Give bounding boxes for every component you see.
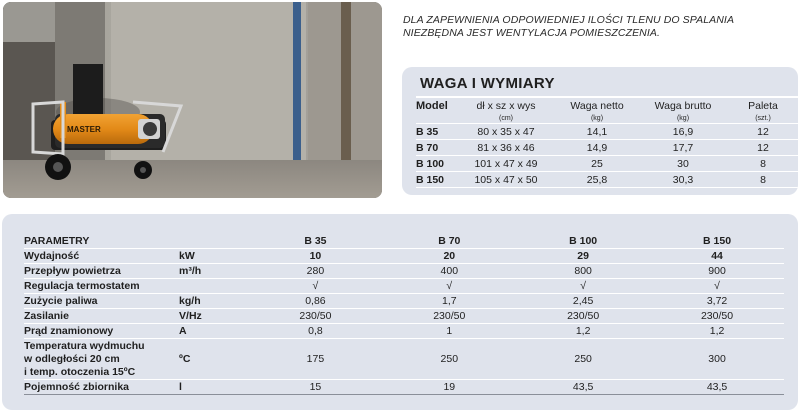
param-label: Wydajność xyxy=(24,249,179,264)
pallet-cell: 12 xyxy=(728,124,798,140)
param-unit: V/Hz xyxy=(179,309,248,324)
param-unit: l xyxy=(179,380,248,395)
gross-weight-cell: 16,9 xyxy=(638,124,728,140)
param-value: 230/50 xyxy=(650,309,784,324)
check-icon: √ xyxy=(516,279,650,294)
table-row xyxy=(24,264,784,279)
ventilation-note xyxy=(403,14,783,40)
note-line-2: NIEZBĘDNA JEST WENTYLACJA POMIESZCZENIA. xyxy=(403,27,661,39)
weights-header-model: Model xyxy=(416,100,448,112)
weights-dimensions-panel xyxy=(402,67,798,195)
weights-unit-net: (kg) xyxy=(556,113,638,124)
weights-header-pallet: Paleta xyxy=(748,100,778,112)
net-weight-cell: 14,9 xyxy=(556,140,638,156)
table-row xyxy=(24,249,784,264)
params-header-title: PARAMETRY xyxy=(24,234,179,249)
param-value: 0,8 xyxy=(249,324,383,339)
param-value: 230/50 xyxy=(516,309,650,324)
param-label: Pojemność zbiornika xyxy=(24,380,179,395)
param-value: 44 xyxy=(650,249,784,264)
model-cell: B 150 xyxy=(416,172,456,188)
params-header-b150: B 150 xyxy=(650,234,784,249)
check-icon: √ xyxy=(650,279,784,294)
table-row xyxy=(24,380,784,395)
param-value: 3,72 xyxy=(650,294,784,309)
param-label xyxy=(24,339,179,380)
weights-unit-pallet: (szt.) xyxy=(728,113,798,124)
weights-unit-gross: (kg) xyxy=(638,113,728,124)
weights-title: WAGA I WYMIARY xyxy=(420,75,555,92)
check-icon: √ xyxy=(249,279,383,294)
param-label: Prąd znamionowy xyxy=(24,324,179,339)
dims-cell: 81 x 36 x 46 xyxy=(456,140,556,156)
table-row xyxy=(24,279,784,294)
heater-brand-label: MASTER xyxy=(67,125,101,134)
weights-table xyxy=(416,97,798,188)
param-unit: ºC xyxy=(179,339,248,380)
param-unit: kg/h xyxy=(179,294,248,309)
param-label-line: i temp. otoczenia 15ºC xyxy=(24,365,136,378)
param-label: Zużycie paliwa xyxy=(24,294,179,309)
weights-header-dims: dł x sz x wys xyxy=(476,100,536,112)
table-row xyxy=(24,294,784,309)
table-row xyxy=(24,309,784,324)
param-value: 230/50 xyxy=(249,309,383,324)
heater-photo-illustration xyxy=(3,2,382,198)
param-value: 15 xyxy=(249,380,383,395)
net-weight-cell: 25,8 xyxy=(556,172,638,188)
param-label-line: w odległości 20 cm xyxy=(24,352,120,365)
param-value: 43,5 xyxy=(516,380,650,395)
param-value: 230/50 xyxy=(382,309,516,324)
param-label-line: Temperatura wydmuchu xyxy=(24,339,145,352)
weights-header-net: Waga netto xyxy=(570,100,624,112)
param-unit: m³/h xyxy=(179,264,248,279)
gross-weight-cell: 30 xyxy=(638,156,728,172)
gross-weight-cell: 30,3 xyxy=(638,172,728,188)
note-line-1: DLA ZAPEWNIENIA ODPOWIEDNIEJ ILOŚCI TLENU DO SPALANIA xyxy=(403,14,735,26)
table-row xyxy=(416,156,798,172)
param-value: 250 xyxy=(516,339,650,380)
weights-unit-model xyxy=(416,113,456,124)
param-value: 300 xyxy=(650,339,784,380)
pallet-cell: 12 xyxy=(728,140,798,156)
parameters-table xyxy=(24,234,784,395)
param-value: 19 xyxy=(382,380,516,395)
model-cell: B 35 xyxy=(416,124,456,140)
param-value: 2,45 xyxy=(516,294,650,309)
table-row xyxy=(24,339,784,380)
net-weight-cell: 25 xyxy=(556,156,638,172)
param-value: 900 xyxy=(650,264,784,279)
param-value: 250 xyxy=(382,339,516,380)
product-photo xyxy=(3,2,382,198)
param-value: 20 xyxy=(382,249,516,264)
dims-cell: 105 x 47 x 50 xyxy=(456,172,556,188)
param-value: 1,2 xyxy=(650,324,784,339)
net-weight-cell: 14,1 xyxy=(556,124,638,140)
check-icon: √ xyxy=(382,279,516,294)
table-row xyxy=(416,172,798,188)
weights-header-gross: Waga brutto xyxy=(654,100,712,112)
gross-weight-cell: 17,7 xyxy=(638,140,728,156)
params-header-b100: B 100 xyxy=(516,234,650,249)
pallet-cell: 8 xyxy=(728,172,798,188)
model-cell: B 70 xyxy=(416,140,456,156)
param-value: 0,86 xyxy=(249,294,383,309)
param-unit xyxy=(179,279,248,294)
param-value: 29 xyxy=(516,249,650,264)
param-label: Regulacja termostatem xyxy=(24,279,179,294)
pallet-cell: 8 xyxy=(728,156,798,172)
param-value: 1,7 xyxy=(382,294,516,309)
weights-unit-dims: (cm) xyxy=(456,113,556,124)
param-value: 400 xyxy=(382,264,516,279)
param-value: 175 xyxy=(249,339,383,380)
param-value: 800 xyxy=(516,264,650,279)
param-value: 10 xyxy=(249,249,383,264)
table-row xyxy=(24,324,784,339)
table-row xyxy=(416,124,798,140)
dims-cell: 80 x 35 x 47 xyxy=(456,124,556,140)
dims-cell: 101 x 47 x 49 xyxy=(456,156,556,172)
params-header-b35: B 35 xyxy=(249,234,383,249)
param-label: Przepływ powietrza xyxy=(24,264,179,279)
param-value: 1 xyxy=(382,324,516,339)
table-row xyxy=(416,140,798,156)
param-label: Zasilanie xyxy=(24,309,179,324)
param-value: 1,2 xyxy=(516,324,650,339)
param-unit: A xyxy=(179,324,248,339)
params-header-b70: B 70 xyxy=(382,234,516,249)
model-cell: B 100 xyxy=(416,156,456,172)
parameters-panel xyxy=(2,214,798,410)
param-value: 43,5 xyxy=(650,380,784,395)
param-unit: kW xyxy=(179,249,248,264)
param-value: 280 xyxy=(249,264,383,279)
params-header-unit xyxy=(179,234,248,249)
